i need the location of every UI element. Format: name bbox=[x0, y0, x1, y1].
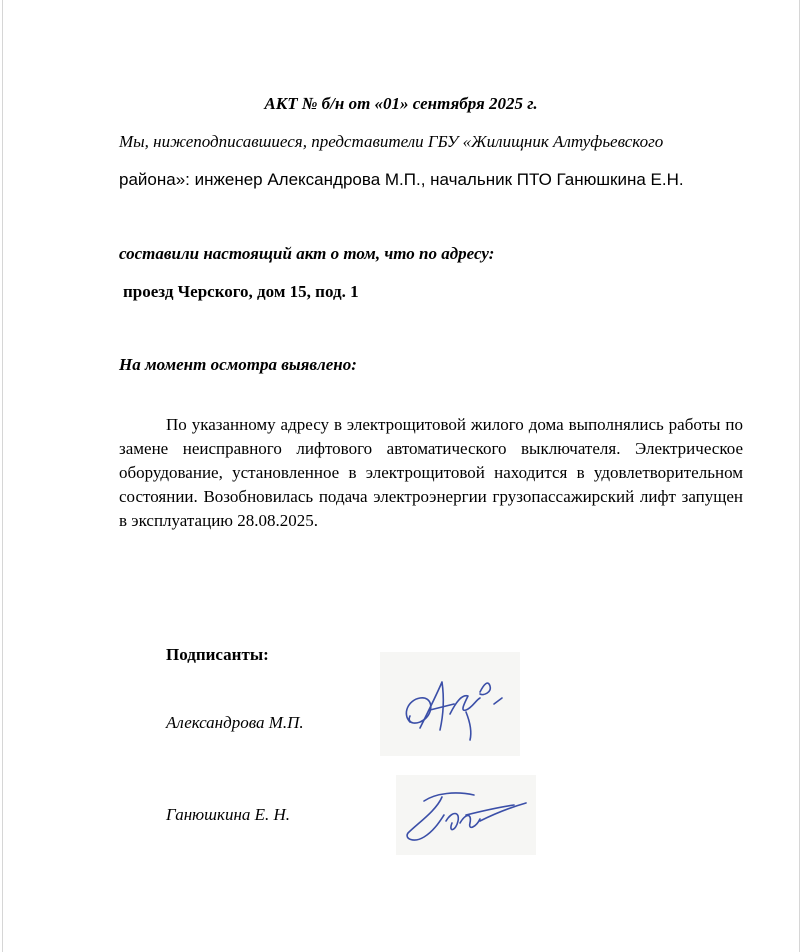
signers-heading: Подписанты: bbox=[166, 645, 269, 664]
findings-text: По указанному адресу в электрощитовой жилого дома выполнялись работы по замене неисправного лифтового автоматического выключателя. Электрическое оборудование, установленное в электрощитовой находится в удовлетворительном состоянии. Возобновилась подача электроэнергии грузопассажирский лифт запущен в эксплуатацию 28.08.2025. bbox=[119, 415, 743, 530]
act-title: АКТ № б/н от «01» сентября 2025 г. bbox=[264, 94, 538, 113]
signer-name-2: Ганюшкина Е. Н. bbox=[166, 805, 291, 824]
document-page bbox=[2, 0, 800, 952]
intro-line-2: района»: инженер Александрова М.П., начальник ПТО Ганюшкина Е.Н. bbox=[119, 170, 684, 189]
signature-1-icon bbox=[380, 652, 520, 756]
findings-heading: На момент осмотра выявлено: bbox=[119, 355, 357, 374]
signer-name-1: Александрова М.П. bbox=[166, 713, 304, 732]
address: проезд Черского, дом 15, под. 1 bbox=[123, 282, 359, 301]
composed-statement: составили настоящий акт о том, что по адресу: bbox=[119, 244, 495, 263]
signature-2-icon bbox=[396, 775, 536, 855]
intro-line-1: Мы, нижеподписавшиеся, представители ГБУ «Жилищник Алтуфьевского bbox=[119, 132, 664, 151]
